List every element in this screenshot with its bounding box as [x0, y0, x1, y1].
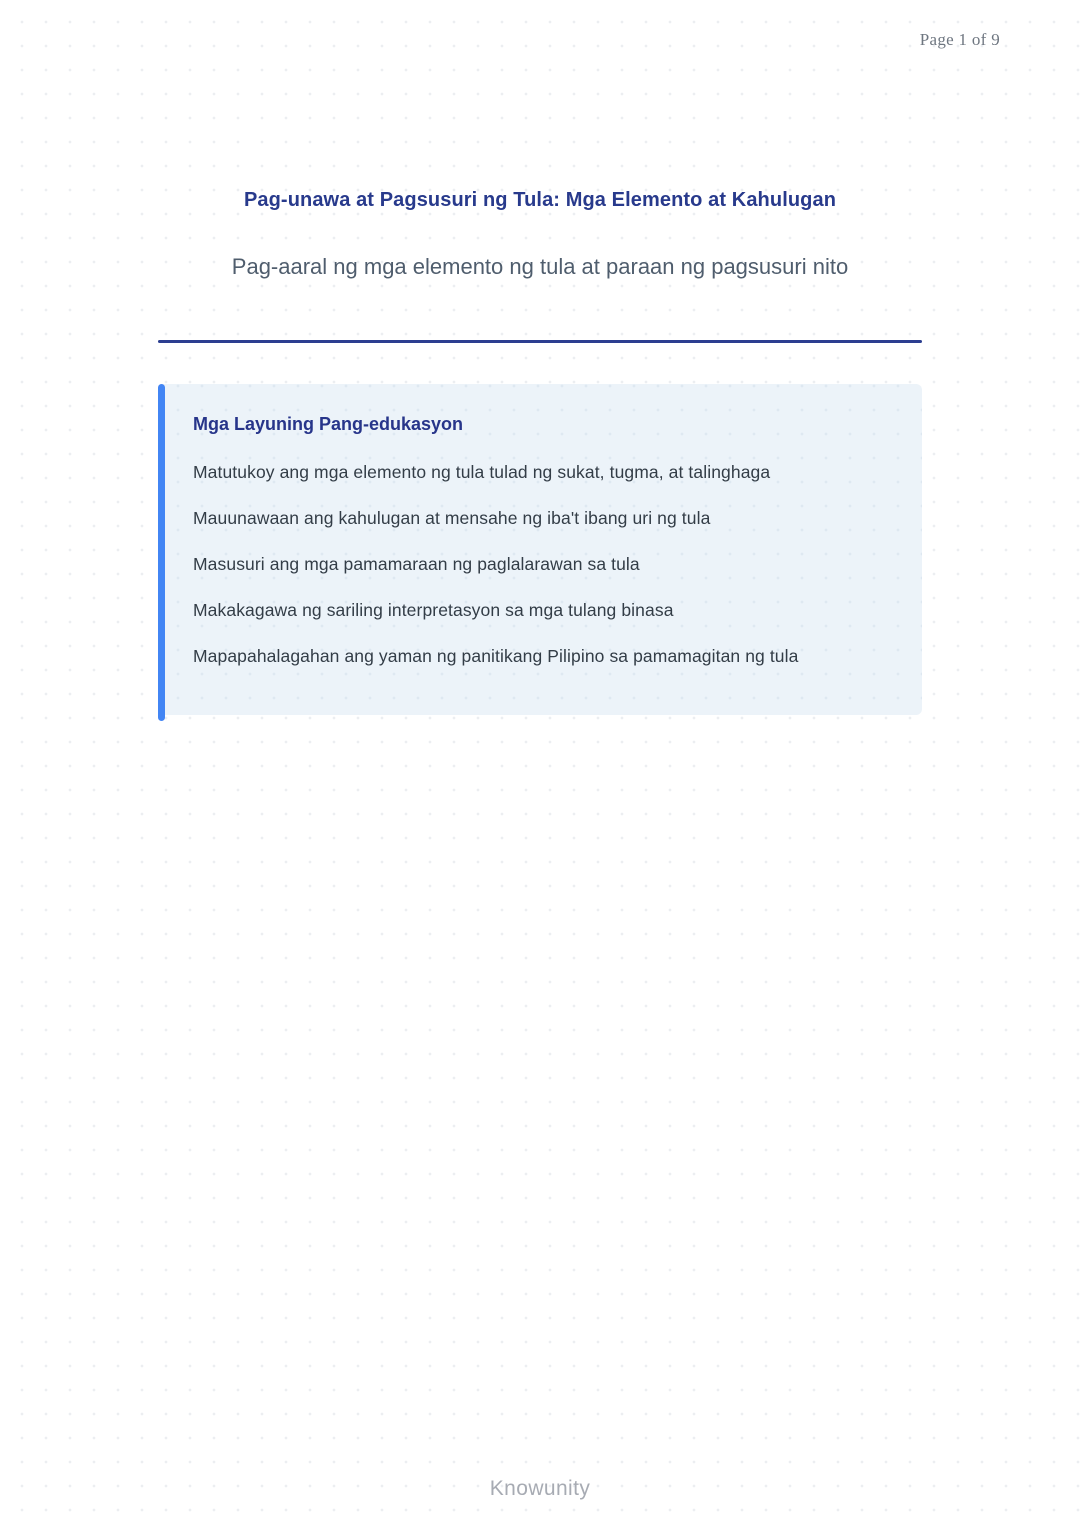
objective-item: Matutukoy ang mga elemento ng tula tulad ng sukat, tugma, at talinghaga [193, 462, 771, 482]
learning-objectives-box [158, 384, 922, 715]
page-indicator: Page 1 of 9 [919, 30, 1000, 49]
objectives-heading: Mga Layuning Pang-edukasyon [193, 414, 464, 434]
objective-item: Mauunawaan ang kahulugan at mensahe ng iba't ibang uri ng tula [193, 508, 711, 528]
page-content [158, 0, 922, 715]
objective-item: Mapapahalagahan ang yaman ng panitikang Pilipino sa pamamagitan ng tula [193, 646, 799, 666]
page-subtitle: Pag-aaral ng mga elemento ng tula at paraan ng pagsusuri nito [231, 254, 849, 279]
objective-item: Masusuri ang mga pamamaraan ng paglalarawan sa tula [193, 554, 640, 574]
box-accent-bar [158, 384, 165, 721]
footer-brand: Knowunity [489, 1477, 591, 1500]
objective-item: Makakagawa ng sariling interpretasyon sa mga tulang binasa [193, 600, 674, 620]
page-title: Pag-unawa at Pagsusuri ng Tula: Mga Elemento at Kahulugan [243, 189, 837, 211]
title-divider-rule [158, 340, 922, 343]
